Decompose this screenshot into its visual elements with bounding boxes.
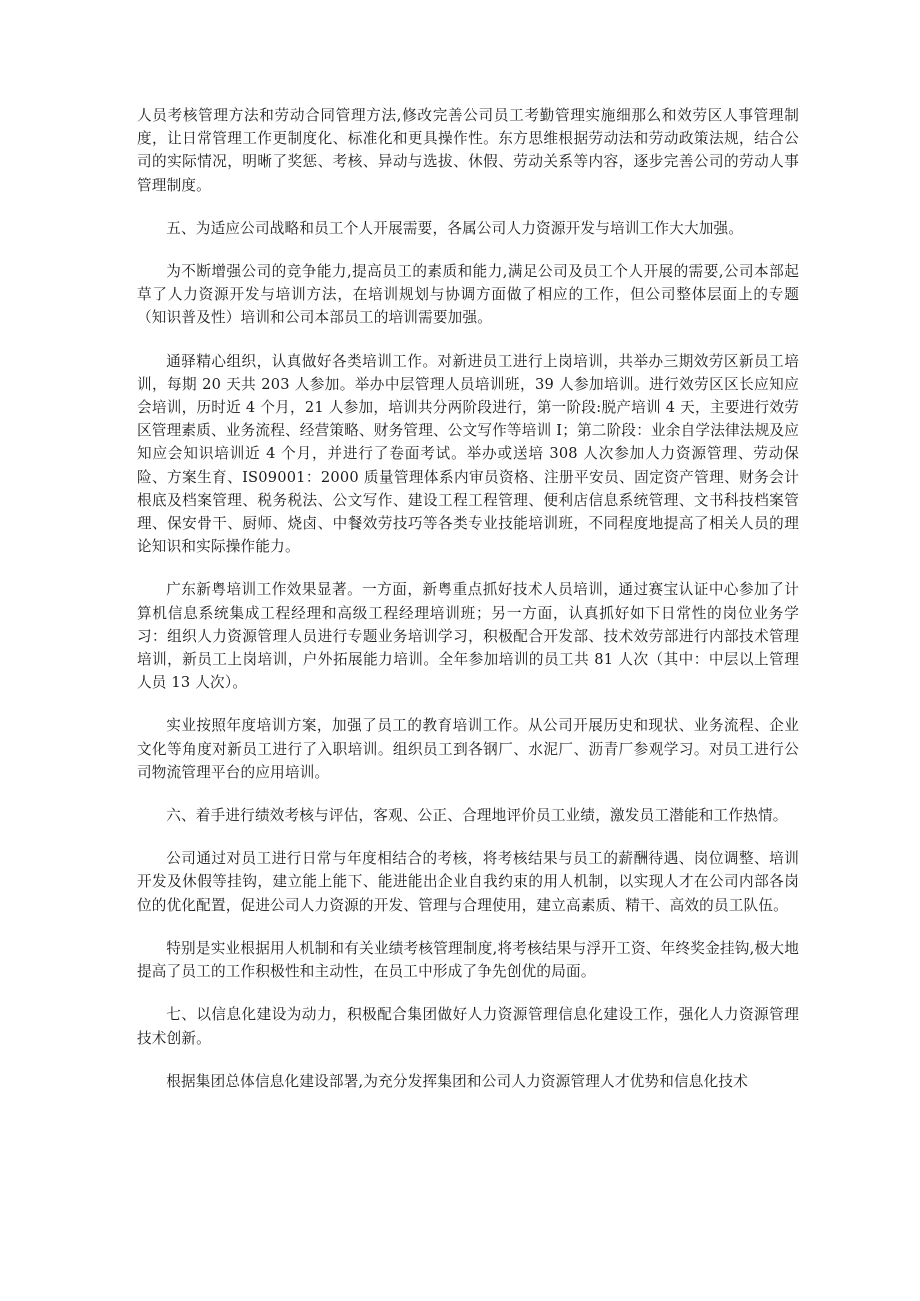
paragraph-11: 根据集团总体信息化建设部署,为充分发挥集团和公司人力资源管理人才优势和信息化技术 xyxy=(166,1072,748,1090)
paragraph-4: 通驿精心组织，认真做好各类培训工作。对新进员工进行上岗培训，共举办三期效劳区新员工培训，每期 20 天共 203 人参加。举办中层管理人员培训班，39 人参加培训。进行效劳区区长应知应会培训，历时近 4 个月，21 人参加，培训共分两阶段进行，第一阶段:脱产培训 4 天，主要进行效劳区管理素质、业务流程、经营策略、财务管理、公文写作等培训 I；第二阶段：业余自学法律法规及应知应会知识培训近 4 个月，并进行了卷面考试。举办或送培 308 人次参加人力资源管理、劳动保险、方案生育、IS09001：2000 质量管理体系内审员资格、注册平安员、固定资产管理、财务会计根底及档案管理、税务税法、公文写作、建设工程工程管理、便利店信息系统管理、文书科技档案管理、保安骨干、厨师、烧卤、中餐效劳技巧等各类专业技能培训班，不同程度地提高了相关人员的理论知识和实际操作能力。 xyxy=(137,352,799,556)
document-page xyxy=(137,104,799,1113)
paragraph-5: 广东新粤培训工作效果显著。一方面，新粤重点抓好技术人员培训，通过赛宝认证中心参加了计算机信息系统集成工程经理和高级工程经理培训班；另一方面，认真抓好如下日常性的岗位业务学习：组织人力资源管理人员进行专题业务培训学习，积极配合开发部、技术效劳部进行内部技术管理培训，新员工上岗培训，户外拓展能力培训。全年参加培训的员工共 81 人次（其中：中层以上管理人员 13 人次）。 xyxy=(137,581,799,692)
paragraph-8: 公司通过对员工进行日常与年度相结合的考核，将考核结果与员工的薪酬待遇、岗位调整、培训开发及休假等挂钩，建立能上能下、能进能出企业自我约束的用人机制，以实现人才在公司内部各岗位的优化配置，促进公司人力资源的开发、管理与合理使用，建立高素质、精干、高效的员工队伍。 xyxy=(137,850,799,914)
section-heading-5: 五、为适应公司战略和员工个人开展需要，各属公司人力资源开发与培训工作大大加强。 xyxy=(166,219,744,237)
section-heading-7: 七、以信息化建设为动力，积极配合集团做好人力资源管理信息化建设工作，强化人力资源管理技术创新。 xyxy=(137,1006,799,1047)
paragraph-9: 特别是实业根据用人机制和有关业绩考核管理制度,将考核结果与浮开工资、年终奖金挂钩,极大地提高了员工的工作积极性和主动性，在员工中形成了争先创优的局面。 xyxy=(137,939,799,981)
paragraph-1: 人员考核管理方法和劳动合同管理方法,修改完善公司员工考勤管理实施细那么和效劳区人事管理制度，让日常管理工作更制度化、标准化和更具操作性。东方思维根据劳动法和劳动政策法规，结合公司的实际情况，明晰了奖惩、考核、异动与选拔、休假、劳动关系等内容，逐步完善公司的劳动人事管理制度。 xyxy=(137,107,799,194)
paragraph-3: 为不断增强公司的竞争能力,提高员工的素质和能力,满足公司及员工个人开展的需要,公司本部起草了人力资源开发与培训方法，在培训规划与协调方面做了相应的工作，但公司整体层面上的专题（知识普及性）培训和公司本部员工的培训需要加强。 xyxy=(137,263,799,327)
paragraph-6: 实业按照年度培训方案，加强了员工的教育培训工作。从公司开展历史和现状、业务流程、企业文化等角度对新员工进行了入职培训。组织员工到各钢厂、水泥厂、沥青厂参观学习。对员工进行公司物流管理平台的应用培训。 xyxy=(137,717,799,781)
section-heading-6: 六、着手进行绩效考核与评估，客观、公正、合理地评价员工业绩，激发员工潜能和工作热情。 xyxy=(166,807,788,825)
